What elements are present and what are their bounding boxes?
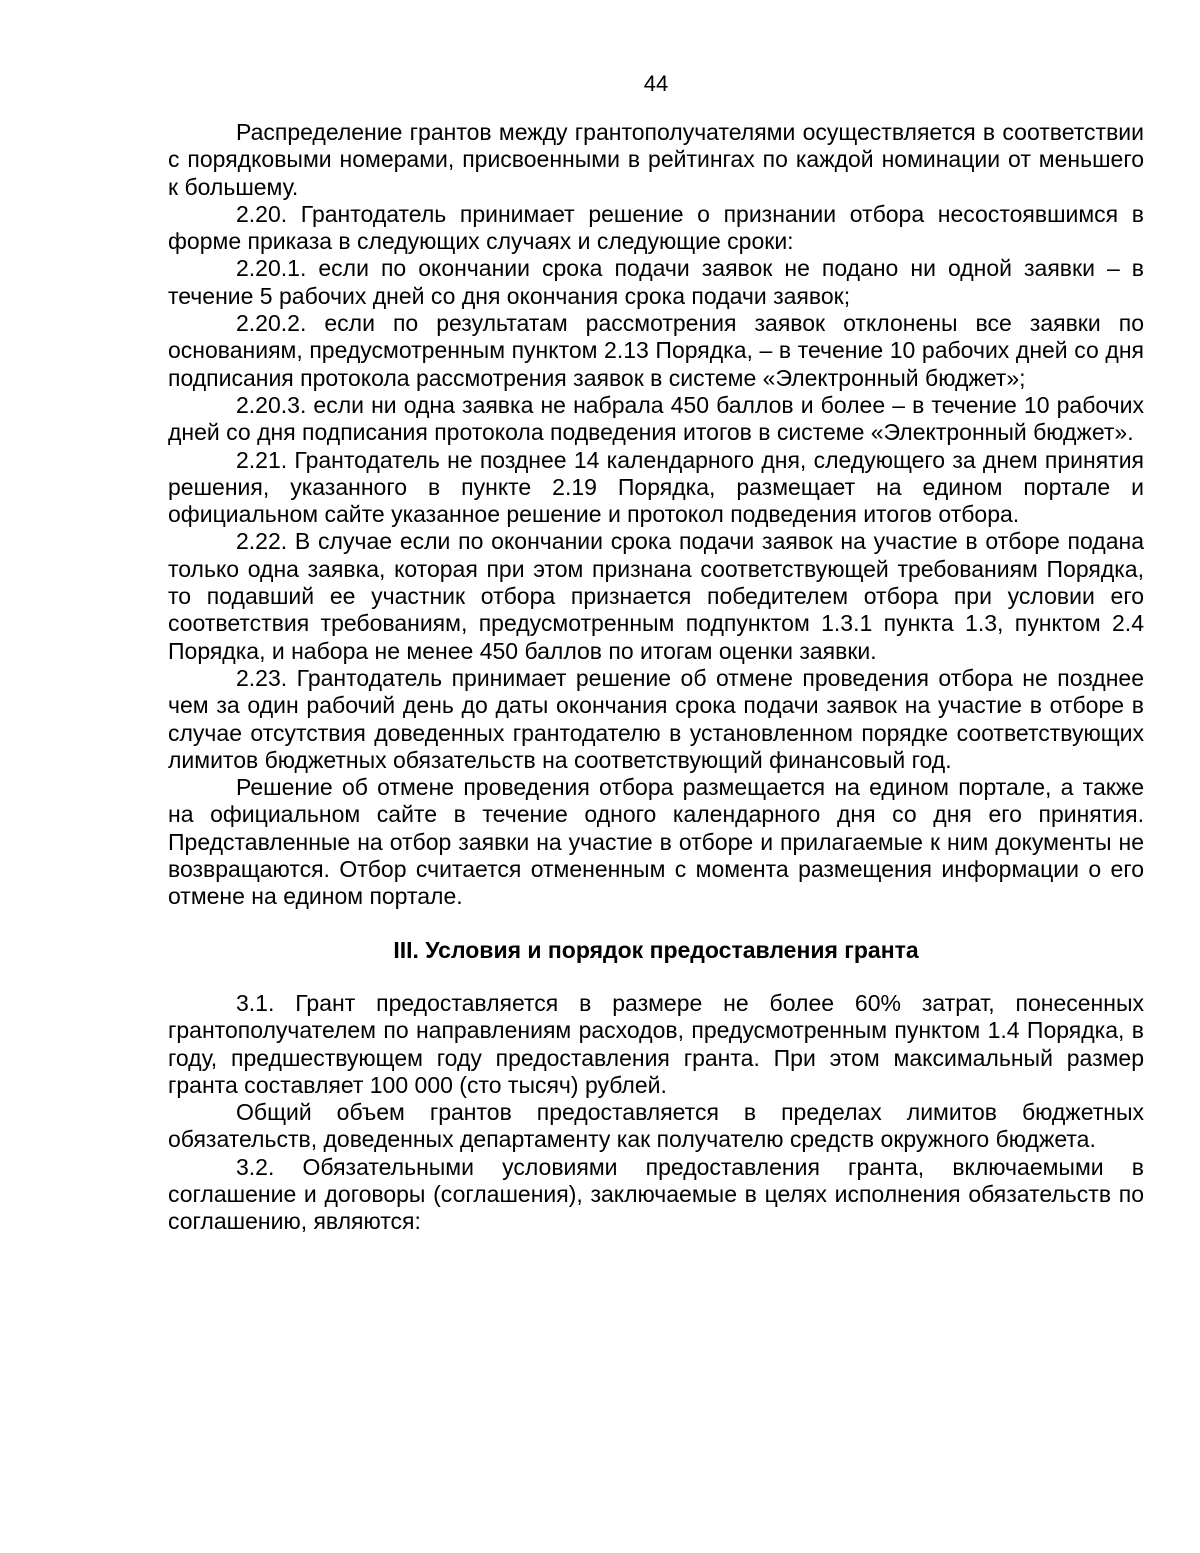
paragraph-total-volume: Общий объем грантов предоставляется в пределах лимитов бюджетных обязательств, доведенных департаменту как получателю средств окружного бюджета. <box>168 1099 1144 1153</box>
paragraph-3-1: 3.1. Грант предоставляется в размере не более 60% затрат, понесенных грантополучателем по направлениям расходов, предусмотренным пунктом 1.4 Порядка, в году, предшествующем году предоставления гранта. При этом максимальный размер гранта составляет 100 000 (сто тысяч) рублей. <box>168 989 1144 1098</box>
paragraph-grant-distribution: Распределение грантов между грантополучателями осуществляется в соответствии с порядковыми номерами, присвоенными в рейтингах по каждой номинации от меньшего к большему. <box>168 119 1144 200</box>
paragraph-2-21: 2.21. Грантодатель не позднее 14 календарного дня, следующего за днем принятия решения, указанного в пункте 2.19 Порядка, размещает на едином портале и официальном сайте указанное решение и протокол подведения итогов отбора. <box>168 446 1144 528</box>
document-body <box>168 119 1144 1236</box>
paragraph-3-2: 3.2. Обязательными условиями предоставления гранта, включаемыми в соглашение и договоры (соглашения), заключаемые в целях исполнения обязательств по соглашению, являются: <box>168 1153 1144 1235</box>
paragraph-2-20-1: 2.20.1. если по окончании срока подачи заявок не подано ни одной заявки – в течение 5 рабочих дней со дня окончания срока подачи заявок; <box>168 255 1144 309</box>
paragraph-2-23: 2.23. Грантодатель принимает решение об отмене проведения отбора не позднее чем за один рабочий день до даты окончания срока подачи заявок на участие в отборе в случае отсутствия доведенных грантодателю в установленном порядке соответствующих лимитов бюджетных обязательств на соответствующий финансовый год. <box>168 664 1144 773</box>
paragraph-2-20: 2.20. Грантодатель принимает решение о признании отбора несостоявшимся в форме приказа в следующих случаях и следующие сроки: <box>168 200 1144 255</box>
paragraph-2-20-2: 2.20.2. если по результатам рассмотрения заявок отклонены все заявки по основаниям, предусмотренным пунктом 2.13 Порядка, – в течение 10 рабочих дней со дня подписания протокола рассмотрения заявок в системе «Электронный бюджет»; <box>168 310 1144 391</box>
page-number: 44 <box>643 71 669 96</box>
section-heading: III. Условия и порядок предоставления гранта <box>393 936 919 963</box>
paragraph-2-22: 2.22. В случае если по окончании срока подачи заявок на участие в отборе подана только одна заявка, которая при этом признана соответствующей требованиям Порядка, то подавший ее участник отбора признается победителем отбора при условии его соответствия требованиям, предусмотренным подпунктом 1.3.1 пункта 1.3, пунктом 2.4 Порядка, и набора не менее 450 баллов по итогам оценки заявки. <box>168 528 1144 664</box>
paragraph-2-20-3: 2.20.3. если ни одна заявка не набрала 450 баллов и более – в течение 10 рабочих дней со дня подписания протокола подведения итогов в системе «Электронный бюджет». <box>168 391 1144 446</box>
paragraph-cancellation-decision: Решение об отмене проведения отбора размещается на едином портале, а также на официальном сайте в течение одного календарного дня со дня его принятия. Представленные на отбор заявки на участие в отборе и прилагаемые к ним документы не возвращаются. Отбор считается отмененным с момента размещения информации о его отмене на едином портале. <box>168 774 1144 910</box>
